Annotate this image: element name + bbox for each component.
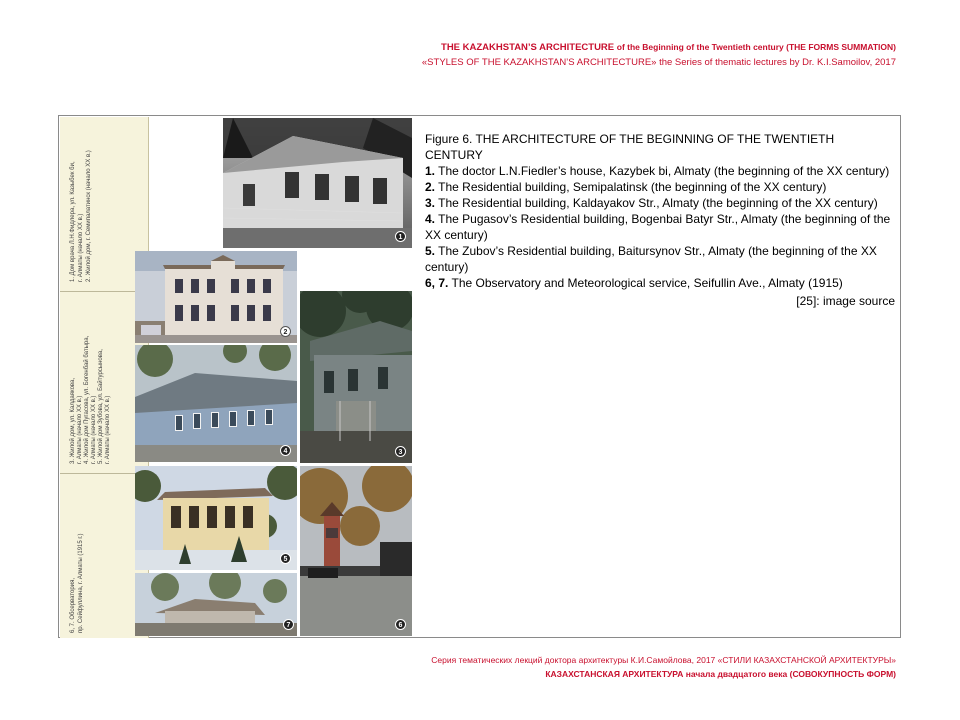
figure-title: Figure 6. THE ARCHITECTURE OF THE BEGINNING OF THE TWENTIETH CENTURY — [425, 132, 835, 162]
caption-item — [425, 179, 895, 195]
caption-item-number: 5. — [425, 244, 436, 258]
strip-caption-group-3 — [66, 475, 106, 635]
photo-2 — [135, 251, 297, 343]
photo-number-badge: 1 — [395, 231, 406, 242]
header-line-1 — [422, 40, 896, 55]
caption-item — [425, 195, 895, 211]
photo-number-badge: 5 — [280, 553, 291, 564]
photo-7 — [135, 573, 297, 636]
header-line-2: «STYLES OF THE KAZAKHSTAN’S ARCHITECTURE» the Series of thematic lectures by Dr. K.I.Samoilov, 2017 — [421, 57, 896, 68]
footer-line-2: КАЗАХСТАНСКАЯ АРХИТЕКТУРА начала двадцатого века (СОВОКУПНОСТЬ ФОРМ) — [545, 669, 896, 679]
strip-caption-line: 6, 7. Обсерватория, — [70, 578, 76, 633]
figure-caption — [425, 131, 895, 309]
photo-4 — [135, 345, 297, 462]
photo-number-badge: 3 — [395, 446, 406, 457]
caption-item — [425, 275, 895, 291]
photo-2-image — [135, 251, 297, 343]
strip-caption-line: г. Алматы (начало XX в.) — [78, 213, 84, 282]
photo-4-image — [135, 345, 297, 462]
photo-collage — [135, 118, 412, 636]
footer-line-1: Серия тематических лекций доктора архитектуры К.И.Самойлова, 2017 «СТИЛИ КАЗАХСТАНСКОЙ АРХИТЕКТУРЫ» — [431, 655, 896, 665]
slide-header — [422, 40, 896, 70]
photo-6-image — [300, 466, 412, 636]
caption-item-text: The Pugasov’s Residential building, Bogenbai Batyr Str., Almaty (the beginning of the XX century) — [425, 212, 891, 242]
caption-item-number: 4. — [425, 212, 436, 226]
caption-item — [425, 211, 895, 243]
photo-number-badge: 2 — [280, 326, 291, 337]
photo-1-image — [223, 118, 412, 248]
strip-caption-line: 5. Жилой дом Зубова, ул. Байтурсынова, — [98, 349, 104, 464]
strip-caption-line: г. Алматы (начало XX в.) — [91, 395, 97, 464]
strip-caption-line: 3. Жилой дом, ул. Калдаякова, — [70, 377, 76, 464]
strip-caption-line: 2. Жилой дом, г. Семипалатинск (начало XX в.) — [86, 150, 92, 282]
photo-3-image — [300, 291, 412, 463]
strip-caption-line: г. Алматы (начало XX в.) — [77, 395, 83, 464]
caption-item-text: The doctor L.N.Fiedler’s house, Kazybek bi, Almaty (the beginning of the XX century) — [438, 164, 890, 178]
caption-item-number: 1. — [425, 164, 436, 178]
image-source: [25]: image source — [796, 294, 895, 308]
caption-item-number: 2. — [425, 180, 436, 194]
photo-number-badge: 4 — [280, 445, 291, 456]
caption-item-text: The Zubov’s Residential building, Baitursynov Str., Almaty (the beginning of the XX century) — [425, 244, 877, 274]
strip-caption-group-1 — [66, 122, 106, 287]
header-subtitle: of the Beginning of the Twentieth century (THE FORMS SUMMATION) — [616, 42, 896, 52]
slide-footer — [431, 653, 896, 681]
photo-3 — [300, 291, 412, 463]
photo-number-badge: 7 — [283, 619, 294, 630]
photo-5-image — [135, 466, 297, 570]
strip-caption-group-2 — [66, 292, 126, 467]
caption-item — [425, 243, 895, 275]
photo-7-image — [135, 573, 297, 636]
caption-item-number: 6, 7. — [425, 276, 449, 290]
strip-caption-line: г. Алматы (начало XX в.) — [105, 395, 111, 464]
caption-item-text: The Residential building, Kaldayakov Str., Almaty (the beginning of the XX century) — [438, 196, 878, 210]
caption-item-number: 3. — [425, 196, 436, 210]
strip-caption-line: 4. Жилой дом Пугасова, ул. Богенбай батыра, — [84, 335, 90, 464]
strip-caption-line: пр. Сейфуллина, г. Алматы (1915 г.) — [78, 533, 84, 633]
photo-6 — [300, 466, 412, 636]
caption-item-text: The Residential building, Semipalatinsk (the beginning of the XX century) — [438, 180, 827, 194]
strip-caption-line: 1. Дом врача Л.Н.Фидлера, ул. Казыбек би, — [70, 161, 76, 282]
photo-number-badge: 6 — [395, 619, 406, 630]
caption-item — [425, 163, 895, 179]
photo-5 — [135, 466, 297, 570]
photo-1 — [223, 118, 412, 248]
header-main-title: THE KAZAKHSTAN’S ARCHITECTURE — [441, 42, 615, 53]
caption-item-text: The Observatory and Meteorological service, Seifullin Ave., Almaty (1915) — [451, 276, 843, 290]
